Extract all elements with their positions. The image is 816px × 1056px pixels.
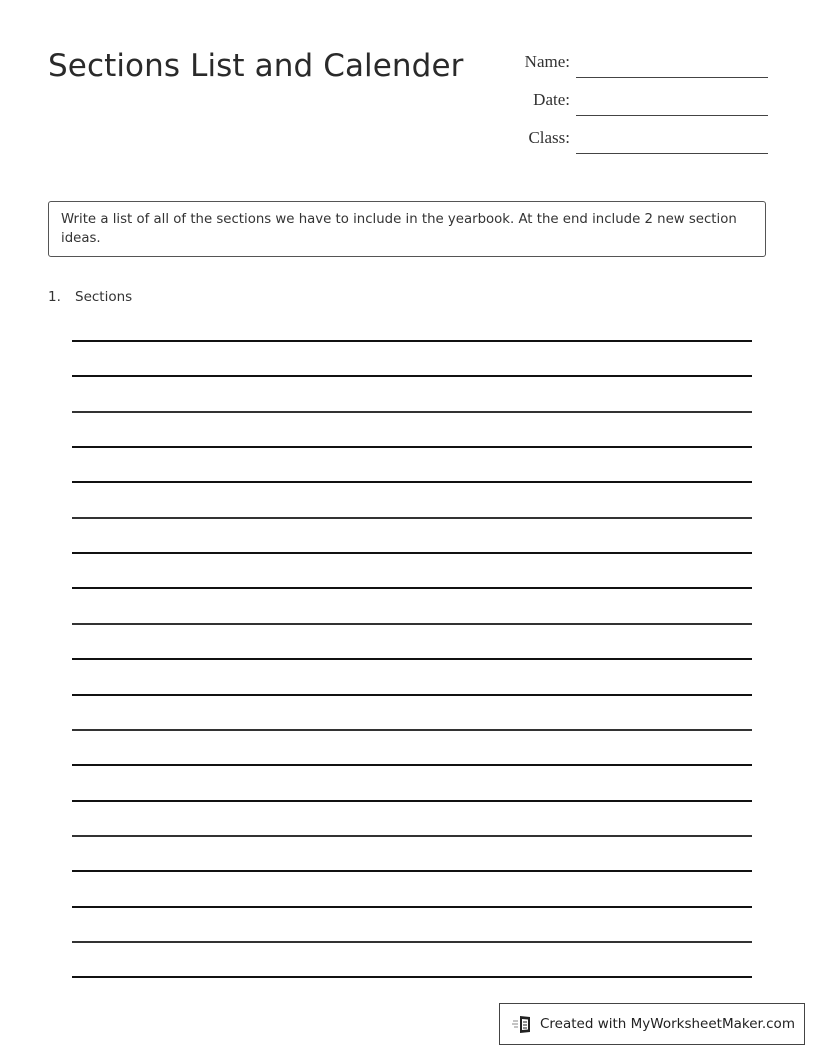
writing-line[interactable] bbox=[72, 764, 752, 766]
writing-line[interactable] bbox=[72, 340, 752, 342]
instructions-box: Write a list of all of the sections we have to include in the yearbook. At the end include 2 new section ideas. bbox=[48, 201, 766, 257]
writing-line[interactable] bbox=[72, 411, 752, 413]
writing-line[interactable] bbox=[72, 446, 752, 448]
writing-line[interactable] bbox=[72, 941, 752, 943]
writing-line[interactable] bbox=[72, 552, 752, 554]
question-1 bbox=[48, 289, 132, 305]
question-number: 1. bbox=[48, 289, 61, 305]
writing-line[interactable] bbox=[72, 729, 752, 731]
writing-line[interactable] bbox=[72, 906, 752, 908]
writing-line[interactable] bbox=[72, 587, 752, 589]
class-label: Class: bbox=[528, 128, 570, 147]
writing-line[interactable] bbox=[72, 976, 752, 978]
class-input-line[interactable] bbox=[576, 153, 768, 154]
writing-line[interactable] bbox=[72, 694, 752, 696]
name-field[interactable] bbox=[500, 52, 768, 82]
footer-text: Created with MyWorksheetMaker.com bbox=[540, 1016, 795, 1032]
writing-line[interactable] bbox=[72, 658, 752, 660]
page-title: Sections List and Calender bbox=[48, 48, 464, 84]
writing-line[interactable] bbox=[72, 835, 752, 837]
date-input-line[interactable] bbox=[576, 115, 768, 116]
writing-line[interactable] bbox=[72, 481, 752, 483]
writing-line[interactable] bbox=[72, 870, 752, 872]
name-input-line[interactable] bbox=[576, 77, 768, 78]
class-field[interactable] bbox=[500, 128, 768, 158]
writing-line[interactable] bbox=[72, 517, 752, 519]
date-label: Date: bbox=[533, 90, 570, 109]
writing-line[interactable] bbox=[72, 375, 752, 377]
worksheet-maker-logo-icon bbox=[512, 1014, 534, 1034]
question-label: Sections bbox=[75, 289, 133, 305]
writing-line[interactable] bbox=[72, 800, 752, 802]
name-label: Name: bbox=[524, 52, 570, 71]
footer-credit bbox=[499, 1003, 805, 1045]
date-field[interactable] bbox=[500, 90, 768, 120]
writing-line[interactable] bbox=[72, 623, 752, 625]
